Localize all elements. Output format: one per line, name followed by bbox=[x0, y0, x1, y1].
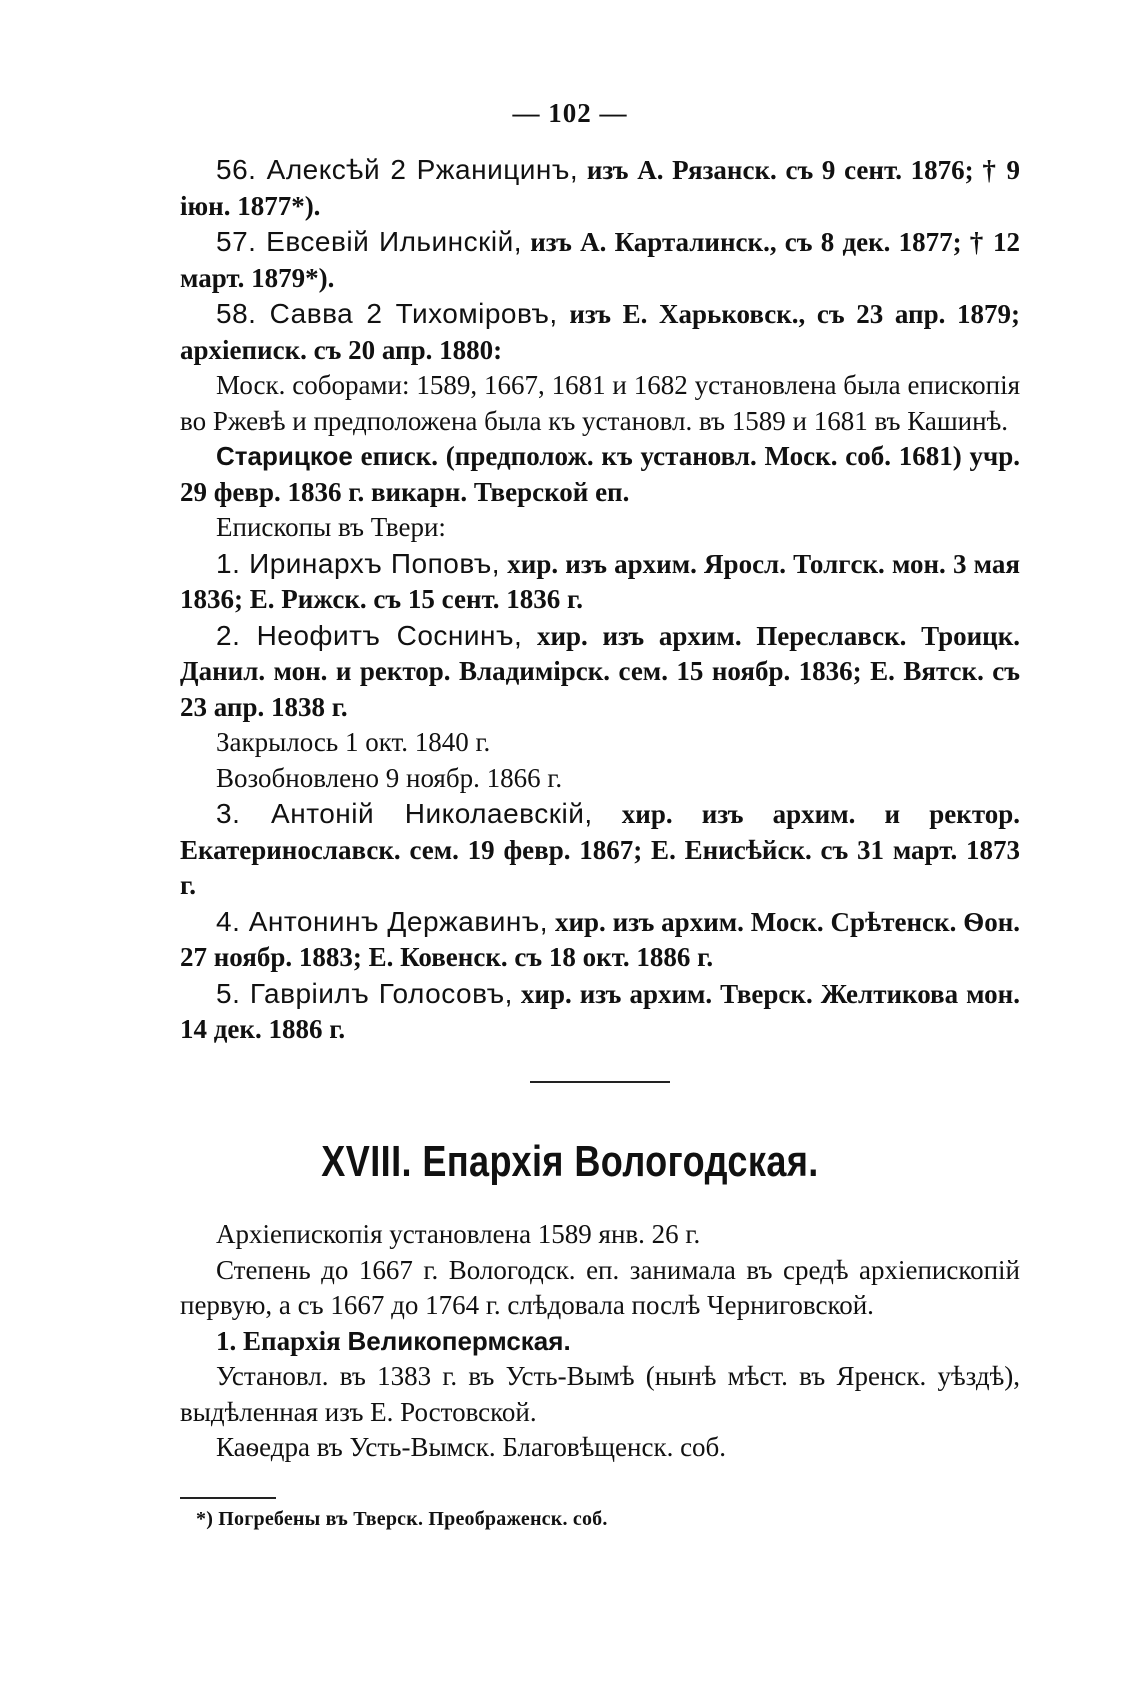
entry-2 bbox=[180, 618, 1020, 726]
entry-1 bbox=[180, 546, 1020, 618]
councils-paragraph: Моск. соборами: 1589, 1667, 1681 и 1682 установлена была епископія во Ржевѣ и предположена была къ установл. въ 1589 и 1681 въ Кашинѣ. bbox=[180, 370, 1020, 436]
bishop-name: 56. Алексѣй 2 Ржаницинъ, bbox=[216, 154, 579, 185]
renewed-note: Возобновлено 9 ноябр. 1866 г. bbox=[216, 762, 563, 793]
closed-note: Закрылось 1 окт. 1840 г. bbox=[216, 727, 491, 757]
main-text-block bbox=[180, 152, 1020, 1048]
entry-5 bbox=[180, 976, 1020, 1048]
bishop-name: 4. Антонинъ Державинъ, bbox=[216, 905, 549, 937]
bishop-name: 1. Иринархъ Поповъ, bbox=[216, 547, 501, 579]
staritsa-paragraph bbox=[180, 439, 1020, 510]
bishop-name: 3. Антоній Николаевскій, bbox=[216, 798, 593, 829]
entry-details: хир. изъ архим. Моск. Срѣтенск. Ѳон. 27 ноябр. 1883; Е. Ковенск. съ 18 окт. 1886 г. bbox=[180, 906, 1020, 972]
staritsa-heading: Старицкое bbox=[216, 441, 353, 471]
entry-details: хир. изъ архим. Переславск. Троицк. Данил. мон. и ректор. Владимірск. сем. 15 ноябр. 1836; Е. Вятск. съ 23 апр. 1838 г. bbox=[180, 620, 1020, 722]
section-paragraph: Каѳедра въ Усть-Вымск. Благовѣщенск. соб. bbox=[216, 1432, 727, 1462]
entry-details: хир. изъ архим. и ректор. Екатеринославск. сем. 19 февр. 1867; Е. Енисѣйск. съ 31 март. 1873 г. bbox=[180, 799, 1020, 900]
entry-57 bbox=[180, 224, 1020, 296]
section-divider bbox=[530, 1081, 670, 1083]
bishop-name: 5. Гавріилъ Голосовъ, bbox=[216, 977, 513, 1009]
section-title: XVIII. Епархія Вологодская. bbox=[321, 1137, 819, 1186]
page-number: — 102 — bbox=[512, 98, 628, 128]
section-paragraph: Степень до 1667 г. Вологодск. еп. занимала въ средѣ архіепископій первую, а съ 1667 до 1764 г. слѣдовала послѣ Черниговской. bbox=[180, 1254, 1020, 1320]
footnote: *) Погребены въ Тверск. Преображенск. соб. bbox=[196, 1508, 608, 1530]
entry-details: изъ Е. Харьковск., съ 23 апр. 1879; архіеписк. съ 20 апр. 1880: bbox=[180, 299, 1021, 365]
section-paragraph: Установл. въ 1383 г. въ Усть-Вымѣ (нынѣ мѣст. въ Яренск. уѣздѣ), выдѣленная изъ Е. Ростовской. bbox=[180, 1361, 1020, 1427]
entry-details: хир. изъ архим. Яросл. Толгск. мон. 3 мая 1836; Е. Рижск. съ 15 сент. 1836 г. bbox=[180, 548, 1020, 614]
entry-58 bbox=[180, 296, 1020, 368]
section-text-block bbox=[180, 1217, 1020, 1466]
staritsa-details: еписк. (предполож. къ установл. Моск. соб. 1681) учр. 29 февр. 1836 г. викарн. Тверской еп. bbox=[180, 441, 1020, 507]
entry-details: изъ А. Карталинск., съ 8 дек. 1877; † 12 март. 1879*). bbox=[180, 227, 1020, 293]
eparchy-name: Великопермская. bbox=[347, 1325, 571, 1356]
entry-56 bbox=[180, 152, 1020, 224]
footnote-rule bbox=[180, 1497, 276, 1499]
eparchy-number: 1. Епархія bbox=[216, 1325, 348, 1356]
bishop-name: 57. Евсевій Ильинскій, bbox=[216, 226, 522, 257]
entry-3 bbox=[180, 796, 1020, 904]
bishops-heading: Епископы въ Твери: bbox=[216, 512, 446, 542]
entry-4 bbox=[180, 904, 1020, 976]
bishop-name: 2. Неофитъ Соснинъ, bbox=[216, 619, 523, 651]
bishop-name: 58. Савва 2 Тихоміровъ, bbox=[216, 298, 558, 329]
eparchy-heading bbox=[180, 1324, 1020, 1360]
entry-details: изъ А. Рязанск. съ 9 сент. 1876; † 9 іюн. 1877*). bbox=[180, 155, 1020, 221]
section-paragraph: Архіепископія установлена 1589 янв. 26 г. bbox=[216, 1219, 701, 1249]
entry-details: хир. изъ архим. Тверск. Желтикова мон. 14 дек. 1886 г. bbox=[180, 978, 1020, 1044]
